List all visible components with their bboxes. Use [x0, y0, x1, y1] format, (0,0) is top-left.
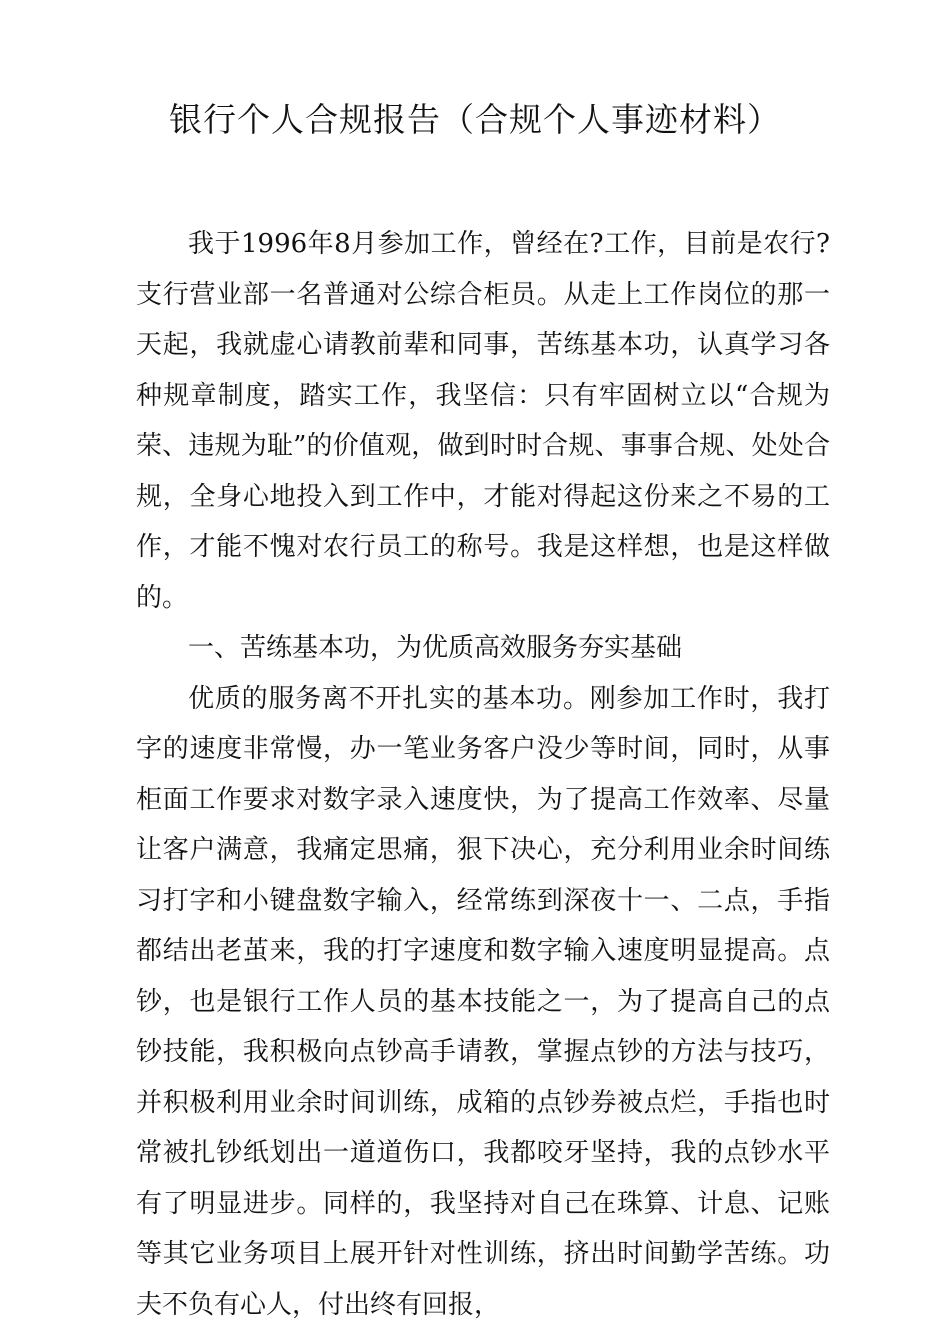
document-body [136, 219, 830, 1330]
section-heading-1: 一、苦练基本功，为优质高效服务夯实基础 [188, 633, 683, 663]
paragraph-intro: 我于1996年8月参加工作，曾经在?工作，目前是农行?支行营业部一名普通对公综合柜员。从走上工作岗位的那一天起，我就虚心请教前辈和同事，苦练基本功，认真学习各种规章制度，踏实工作，我坚信：只有牢固树立以“合规为荣、违规为耻”的价值观，做到时时合规、事事合规、处处合规，全身心地投入到工作中，才能对得起这份来之不易的工作，才能不愧对农行员工的称号。我是这样想，也是这样做的。 [136, 229, 830, 613]
paragraph-section-1: 优质的服务离不开扎实的基本功。刚参加工作时，我打字的速度非常慢，办一笔业务客户没少等时间，同时，从事柜面工作要求对数字录入速度快，为了提高工作效率、尽量让客户满意，我痛定思痛，狠下决心，充分利用业余时间练习打字和小键盘数字输入，经常练到深夜十一、二点，手指都结出老茧来，我的打字速度和数字输入速度明显提高。点钞，也是银行工作人员的基本技能之一，为了提高自己的点钞技能，我积极向点钞高手请教，掌握点钞的方法与技巧，并积极利用业余时间训练，成箱的点钞券被点烂，手指也时常被扎钞纸划出一道道伤口，我都咬牙坚持，我的点钞水平有了明显进步。同样的，我坚持对自己在珠算、计息、记账等其它业务项目上展开针对性训练，挤出时间勤学苦练。功夫不负有心人，付出终有回报， [136, 683, 830, 1320]
document-title: 银行个人合规报告（合规个人事迹材料） [169, 100, 781, 139]
